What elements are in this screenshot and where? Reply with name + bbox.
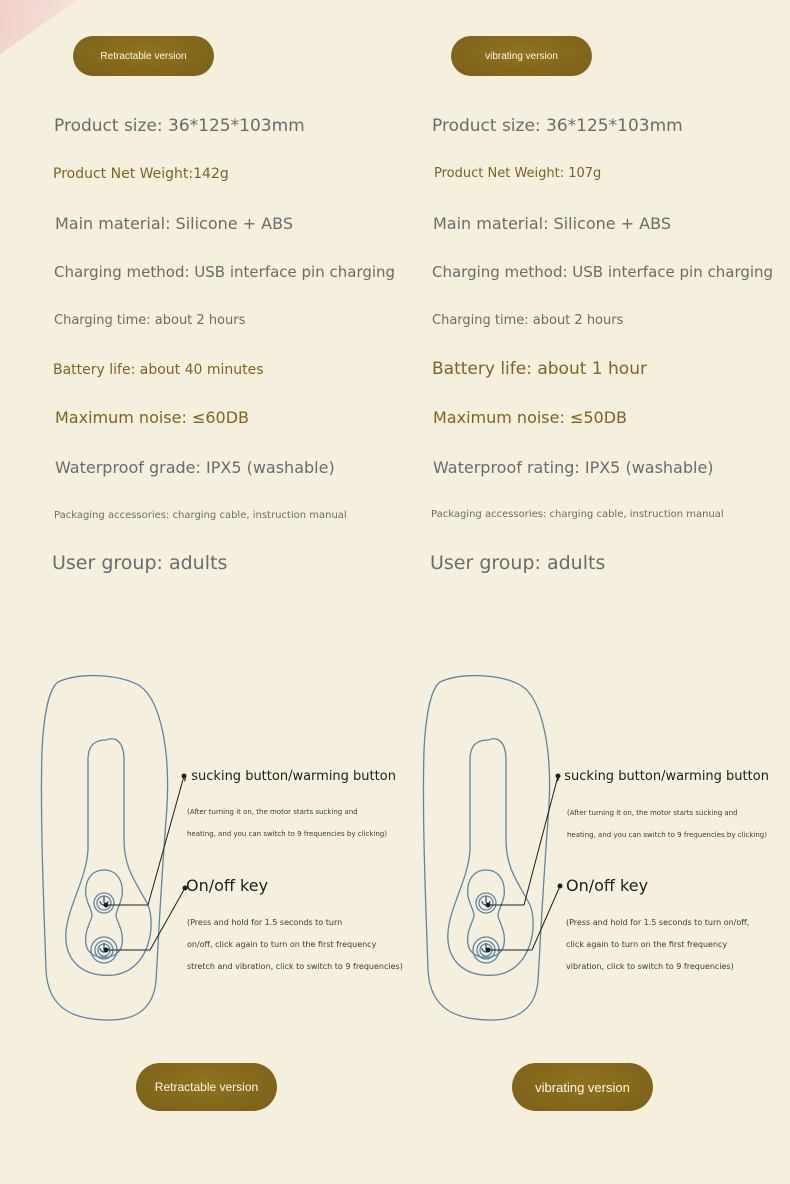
button-label: vibrating version: [535, 1079, 630, 1095]
spec-size: Product size: 36*125*103mm: [432, 116, 683, 136]
spec-users: User group: adults: [430, 552, 606, 574]
note-line: heating, and you can switch to 9 frequencies by clicking): [187, 830, 387, 838]
vibrating-version-tab[interactable]: [451, 36, 592, 76]
spec-users: User group: adults: [52, 552, 228, 574]
spec-weight: Product Net Weight:142g: [53, 166, 229, 182]
note-line: (Press and hold for 1.5 seconds to turn: [187, 918, 343, 927]
spec-charging-time: Charging time: about 2 hours: [432, 313, 624, 328]
note-line: (After turning it on, the motor starts sucking and: [187, 808, 358, 816]
retractable-version-button[interactable]: [136, 1063, 277, 1111]
note-line: heating, and you can switch to 9 frequencies by clicking): [567, 831, 767, 839]
spec-accessories: Packaging accessories: charging cable, instruction manual: [431, 509, 724, 520]
tab-label: Retractable version: [100, 50, 187, 62]
note-line: click again to turn on the first frequency: [566, 940, 728, 949]
spec-battery: Battery life: about 1 hour: [432, 359, 647, 379]
button1-note: [187, 801, 387, 845]
button2-note: [566, 912, 749, 978]
tab-label: vibrating version: [485, 50, 558, 62]
note-line: (After turning it on, the motor starts sucking and: [567, 809, 738, 817]
note-line: (Press and hold for 1.5 seconds to turn on/off,: [566, 918, 750, 927]
spec-material: Main material: Silicone + ABS: [55, 214, 293, 233]
note-line: vibration, click to switch to 9 frequencies): [566, 962, 734, 971]
note-line: stretch and vibration, click to switch to 9 frequencies): [187, 962, 403, 971]
button2-title: On/off key: [186, 876, 269, 895]
spec-accessories: Packaging accessories: charging cable, instruction manual: [54, 510, 347, 521]
retractable-version-tab[interactable]: [73, 36, 214, 76]
note-line: on/off, click again to turn on the first frequency: [187, 940, 377, 949]
vibrating-version-button[interactable]: [512, 1063, 653, 1111]
button1-title: , sucking button/warming button: [556, 769, 769, 784]
spec-battery: Battery life: about 40 minutes: [53, 362, 264, 378]
button2-note: [187, 912, 403, 978]
button1-title: , sucking button/warming button: [183, 769, 396, 784]
spec-noise: Maximum noise: ≤50DB: [433, 408, 628, 427]
spec-charging-method: Charging method: USB interface pin charging: [54, 263, 396, 281]
spec-charging-time: Charging time: about 2 hours: [54, 313, 246, 328]
spec-size: Product size: 36*125*103mm: [54, 116, 305, 136]
spec-waterproof: Waterproof rating: IPX5 (washable): [433, 458, 714, 477]
spec-material: Main material: Silicone + ABS: [433, 214, 671, 233]
button1-note: [567, 802, 767, 846]
spec-noise: Maximum noise: ≤60DB: [55, 408, 250, 427]
spec-waterproof: Waterproof grade: IPX5 (washable): [55, 458, 335, 477]
button2-title: On/off key: [566, 876, 649, 895]
spec-charging-method: Charging method: USB interface pin charging: [432, 263, 774, 281]
spec-weight: Product Net Weight: 107g: [434, 166, 602, 181]
callout-lines: [100, 770, 200, 960]
button-label: Retractable version: [154, 1080, 259, 1094]
